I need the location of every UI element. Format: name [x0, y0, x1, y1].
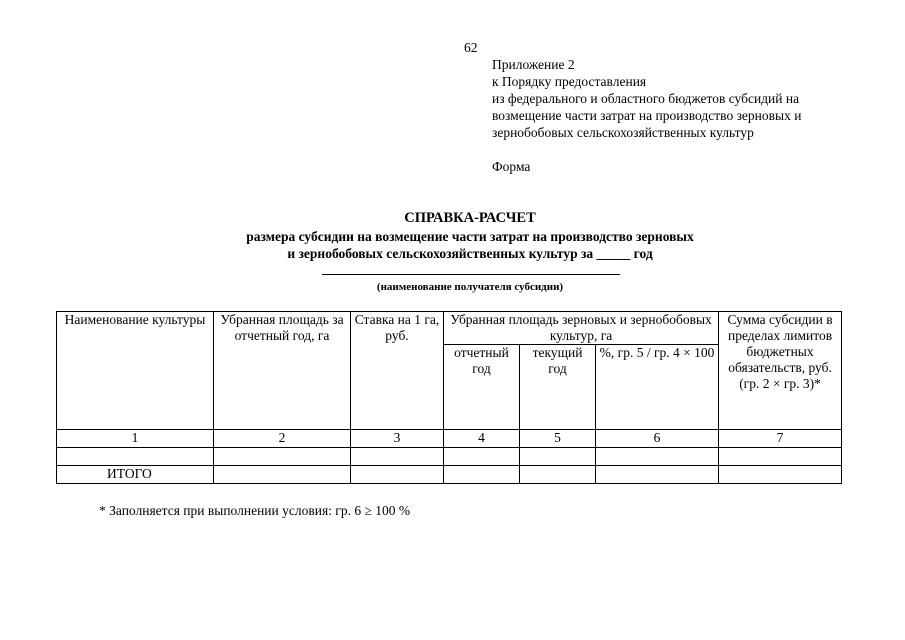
subsidy-table	[56, 311, 842, 484]
footnote: * Заполняется при выполнении условия: гр. 6 ≥ 100 %	[99, 503, 411, 518]
column-number: 3	[351, 430, 444, 448]
column-number: 2	[214, 430, 351, 448]
column-number: 1	[57, 430, 214, 448]
appendix-line: зернобобовых сельскохозяйственных культур	[492, 125, 754, 140]
table-cell	[214, 448, 351, 466]
table-cell	[520, 466, 596, 484]
header-culture: Наименование культуры	[57, 312, 214, 430]
table-cell	[444, 448, 520, 466]
table-cell	[57, 448, 214, 466]
header-percent: %, гр. 5 / гр. 4 × 100	[596, 345, 719, 430]
column-number: 4	[444, 430, 520, 448]
header-current-year: текущий год	[520, 345, 596, 430]
column-number: 6	[596, 430, 719, 448]
subtitle-line: размера субсидии на возмещение части затрат на производство зерновых	[246, 229, 694, 244]
appendix-line: к Порядку предоставления	[492, 74, 647, 89]
column-number: 7	[719, 430, 842, 448]
appendix-line: из федерального и областного бюджетов субсидий на	[492, 91, 800, 106]
table-cell	[214, 466, 351, 484]
table-row	[57, 448, 842, 466]
recipient-caption: (наименование получателя субсидии)	[376, 281, 564, 293]
appendix-block	[492, 56, 801, 175]
header-rate: Ставка на 1 га, руб.	[351, 312, 444, 430]
table-cell	[596, 466, 719, 484]
header-subsidy-sum: Сумма субсидии в пределах лимитов бюджетных обязательств, руб. (гр. 2 × гр. 3)*	[719, 312, 842, 430]
document-subtitle	[0, 229, 905, 262]
table-cell	[719, 466, 842, 484]
document-title: СПРАВКА-РАСЧЕТ	[404, 210, 536, 226]
table-cell	[351, 466, 444, 484]
subtitle-line: и зернобобовых сельскохозяйственных культур за _____ год	[287, 245, 653, 261]
appendix-line: Приложение 2	[492, 57, 575, 72]
total-label: ИТОГО	[57, 466, 214, 484]
table-cell	[719, 448, 842, 466]
table-cell	[596, 448, 719, 466]
page-number: 62	[464, 40, 478, 55]
form-label: Форма	[492, 159, 531, 174]
table-cell	[351, 448, 444, 466]
header-area: Убранная площадь за отчетный год, га	[214, 312, 351, 430]
header-reporting-year: отчетный год	[444, 345, 520, 430]
table-cell	[520, 448, 596, 466]
column-number: 5	[520, 430, 596, 448]
appendix-line: возмещение части затрат на производство зерновых и	[492, 108, 802, 123]
recipient-underline	[322, 274, 620, 275]
total-row	[57, 466, 842, 484]
header-harvested-group: Убранная площадь зерновых и зернобобовых культур, га	[444, 312, 719, 345]
table-cell	[444, 466, 520, 484]
